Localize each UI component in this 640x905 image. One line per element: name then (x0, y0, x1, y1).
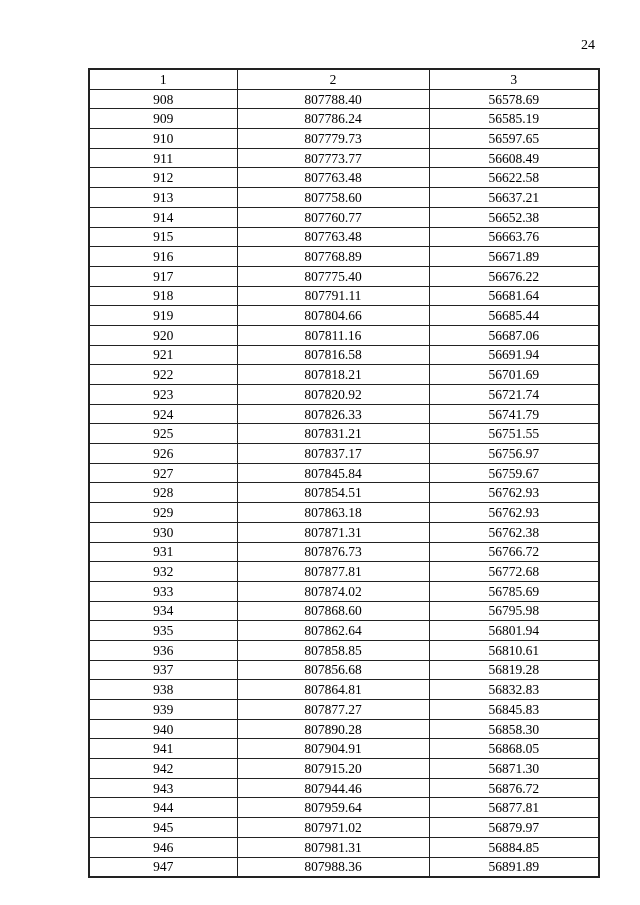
point-number-cell: 918 (89, 286, 237, 306)
x-coordinate-cell: 807791.11 (237, 286, 429, 306)
y-coordinate-cell: 56766.72 (429, 542, 599, 562)
x-coordinate-cell: 807864.81 (237, 680, 429, 700)
point-number-cell: 935 (89, 621, 237, 641)
table-row (89, 640, 599, 660)
x-coordinate-cell: 807854.51 (237, 483, 429, 503)
point-number-cell: 921 (89, 345, 237, 365)
point-number-cell: 944 (89, 798, 237, 818)
table-row (89, 798, 599, 818)
x-coordinate-cell: 807845.84 (237, 463, 429, 483)
table-row (89, 700, 599, 720)
table-body (89, 89, 599, 877)
point-number-cell: 910 (89, 129, 237, 149)
y-coordinate-cell: 56578.69 (429, 89, 599, 109)
table-row (89, 660, 599, 680)
x-coordinate-cell: 807763.48 (237, 227, 429, 247)
x-coordinate-cell: 807775.40 (237, 266, 429, 286)
y-coordinate-cell: 56637.21 (429, 188, 599, 208)
point-number-cell: 929 (89, 503, 237, 523)
x-coordinate-cell: 807837.17 (237, 444, 429, 464)
table-row (89, 148, 599, 168)
y-coordinate-cell: 56884.85 (429, 837, 599, 857)
point-number-cell: 931 (89, 542, 237, 562)
table-row (89, 266, 599, 286)
x-coordinate-cell: 807915.20 (237, 759, 429, 779)
x-coordinate-cell: 807858.85 (237, 640, 429, 660)
point-number-cell: 917 (89, 266, 237, 286)
point-number-cell: 939 (89, 700, 237, 720)
table-row (89, 385, 599, 405)
point-number-cell: 925 (89, 424, 237, 444)
y-coordinate-cell: 56691.94 (429, 345, 599, 365)
x-coordinate-cell: 807944.46 (237, 778, 429, 798)
y-coordinate-cell: 56756.97 (429, 444, 599, 464)
y-coordinate-cell: 56801.94 (429, 621, 599, 641)
y-coordinate-cell: 56741.79 (429, 404, 599, 424)
point-number-cell: 936 (89, 640, 237, 660)
point-number-cell: 908 (89, 89, 237, 109)
table-row (89, 739, 599, 759)
point-number-cell: 937 (89, 660, 237, 680)
point-number-cell: 914 (89, 207, 237, 227)
y-coordinate-cell: 56876.72 (429, 778, 599, 798)
table-row (89, 247, 599, 267)
x-coordinate-cell: 807788.40 (237, 89, 429, 109)
y-coordinate-cell: 56795.98 (429, 601, 599, 621)
point-number-cell: 927 (89, 463, 237, 483)
table-header (89, 69, 599, 89)
x-coordinate-cell: 807826.33 (237, 404, 429, 424)
x-coordinate-cell: 807760.77 (237, 207, 429, 227)
y-coordinate-cell: 56762.93 (429, 483, 599, 503)
x-coordinate-cell: 807988.36 (237, 857, 429, 877)
x-coordinate-cell: 807816.58 (237, 345, 429, 365)
table-row (89, 306, 599, 326)
x-coordinate-cell: 807779.73 (237, 129, 429, 149)
x-coordinate-cell: 807758.60 (237, 188, 429, 208)
x-coordinate-cell: 807804.66 (237, 306, 429, 326)
point-number-cell: 934 (89, 601, 237, 621)
x-coordinate-cell: 807877.81 (237, 562, 429, 582)
y-coordinate-cell: 56762.93 (429, 503, 599, 523)
y-coordinate-cell: 56810.61 (429, 640, 599, 660)
point-number-cell: 943 (89, 778, 237, 798)
y-coordinate-cell: 56751.55 (429, 424, 599, 444)
y-coordinate-cell: 56721.74 (429, 385, 599, 405)
table-row (89, 207, 599, 227)
y-coordinate-cell: 56832.83 (429, 680, 599, 700)
point-number-cell: 945 (89, 818, 237, 838)
table-row (89, 365, 599, 385)
point-number-cell: 933 (89, 581, 237, 601)
point-number-cell: 923 (89, 385, 237, 405)
table-row (89, 325, 599, 345)
page-number: 24 (581, 38, 595, 53)
y-coordinate-cell: 56701.69 (429, 365, 599, 385)
y-coordinate-cell: 56676.22 (429, 266, 599, 286)
table-row (89, 345, 599, 365)
point-number-cell: 922 (89, 365, 237, 385)
table-row (89, 601, 599, 621)
x-coordinate-cell: 807868.60 (237, 601, 429, 621)
point-number-cell: 913 (89, 188, 237, 208)
table-row (89, 759, 599, 779)
x-coordinate-cell: 807904.91 (237, 739, 429, 759)
y-coordinate-cell: 56762.38 (429, 522, 599, 542)
point-number-cell: 947 (89, 857, 237, 877)
x-coordinate-cell: 807856.68 (237, 660, 429, 680)
y-coordinate-cell: 56819.28 (429, 660, 599, 680)
table-row (89, 680, 599, 700)
y-coordinate-cell: 56871.30 (429, 759, 599, 779)
point-number-cell: 911 (89, 148, 237, 168)
table-row (89, 109, 599, 129)
point-number-cell: 919 (89, 306, 237, 326)
y-coordinate-cell: 56759.67 (429, 463, 599, 483)
table-row (89, 621, 599, 641)
table-row (89, 227, 599, 247)
x-coordinate-cell: 807786.24 (237, 109, 429, 129)
y-coordinate-cell: 56685.44 (429, 306, 599, 326)
y-coordinate-cell: 56877.81 (429, 798, 599, 818)
x-coordinate-cell: 807763.48 (237, 168, 429, 188)
y-coordinate-cell: 56597.65 (429, 129, 599, 149)
x-coordinate-cell: 807876.73 (237, 542, 429, 562)
coordinates-table (88, 68, 600, 878)
table-row (89, 581, 599, 601)
table-row (89, 818, 599, 838)
y-coordinate-cell: 56879.97 (429, 818, 599, 838)
point-number-cell: 946 (89, 837, 237, 857)
table-row (89, 542, 599, 562)
x-coordinate-cell: 807971.02 (237, 818, 429, 838)
x-coordinate-cell: 807811.16 (237, 325, 429, 345)
x-coordinate-cell: 807863.18 (237, 503, 429, 523)
point-number-cell: 920 (89, 325, 237, 345)
column-header-1: 1 (89, 69, 237, 89)
x-coordinate-cell: 807874.02 (237, 581, 429, 601)
x-coordinate-cell: 807820.92 (237, 385, 429, 405)
y-coordinate-cell: 56622.58 (429, 168, 599, 188)
table-row (89, 424, 599, 444)
point-number-cell: 938 (89, 680, 237, 700)
y-coordinate-cell: 56785.69 (429, 581, 599, 601)
table-row (89, 404, 599, 424)
x-coordinate-cell: 807871.31 (237, 522, 429, 542)
y-coordinate-cell: 56772.68 (429, 562, 599, 582)
table-row (89, 522, 599, 542)
x-coordinate-cell: 807862.64 (237, 621, 429, 641)
point-number-cell: 915 (89, 227, 237, 247)
x-coordinate-cell: 807877.27 (237, 700, 429, 720)
point-number-cell: 932 (89, 562, 237, 582)
table-row (89, 483, 599, 503)
x-coordinate-cell: 807773.77 (237, 148, 429, 168)
y-coordinate-cell: 56858.30 (429, 719, 599, 739)
x-coordinate-cell: 807831.21 (237, 424, 429, 444)
table-row (89, 89, 599, 109)
column-header-3: 3 (429, 69, 599, 89)
column-header-2: 2 (237, 69, 429, 89)
table-row (89, 719, 599, 739)
y-coordinate-cell: 56585.19 (429, 109, 599, 129)
table-row (89, 837, 599, 857)
table-row (89, 168, 599, 188)
y-coordinate-cell: 56868.05 (429, 739, 599, 759)
y-coordinate-cell: 56671.89 (429, 247, 599, 267)
point-number-cell: 928 (89, 483, 237, 503)
point-number-cell: 940 (89, 719, 237, 739)
y-coordinate-cell: 56845.83 (429, 700, 599, 720)
point-number-cell: 942 (89, 759, 237, 779)
point-number-cell: 941 (89, 739, 237, 759)
x-coordinate-cell: 807768.89 (237, 247, 429, 267)
y-coordinate-cell: 56681.64 (429, 286, 599, 306)
y-coordinate-cell: 56687.06 (429, 325, 599, 345)
point-number-cell: 909 (89, 109, 237, 129)
x-coordinate-cell: 807959.64 (237, 798, 429, 818)
y-coordinate-cell: 56891.89 (429, 857, 599, 877)
x-coordinate-cell: 807981.31 (237, 837, 429, 857)
table-row (89, 463, 599, 483)
table-row (89, 857, 599, 877)
point-number-cell: 924 (89, 404, 237, 424)
y-coordinate-cell: 56608.49 (429, 148, 599, 168)
point-number-cell: 912 (89, 168, 237, 188)
y-coordinate-cell: 56652.38 (429, 207, 599, 227)
table-row (89, 129, 599, 149)
table-row (89, 503, 599, 523)
x-coordinate-cell: 807818.21 (237, 365, 429, 385)
point-number-cell: 926 (89, 444, 237, 464)
table-row (89, 778, 599, 798)
point-number-cell: 916 (89, 247, 237, 267)
table-row (89, 562, 599, 582)
header-row (89, 69, 599, 89)
table-row (89, 286, 599, 306)
table-row (89, 188, 599, 208)
table-row (89, 444, 599, 464)
x-coordinate-cell: 807890.28 (237, 719, 429, 739)
y-coordinate-cell: 56663.76 (429, 227, 599, 247)
point-number-cell: 930 (89, 522, 237, 542)
